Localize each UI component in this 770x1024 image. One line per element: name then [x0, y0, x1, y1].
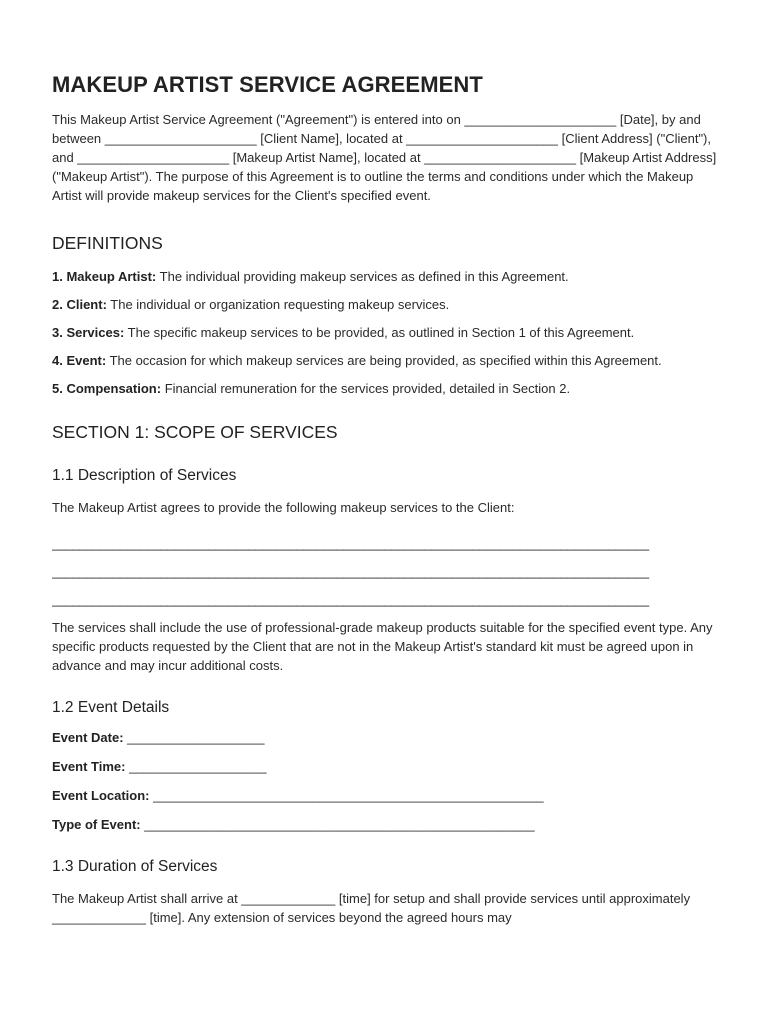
intro-paragraph: This Makeup Artist Service Agreement ("Agreement") is entered into on _____________________ [Date], by and between _____________________ [Client Name], located at _____________________ [Client Address] ("Client"), and _____________________ [Makeup Artist Name], located at _____________________ [Makeup Artist Address] ("Makeup Artist"). The purpose of this Agreement is to outline the terms and conditions under which the Makeup Artist will provide makeup services for the Client's specified event. — [52, 112, 717, 203]
definition-item — [52, 267, 722, 286]
field-blank: ___________________ — [123, 730, 265, 745]
subsection-1-1-heading: 1.1 Description of Services — [52, 467, 237, 484]
event-type-field — [52, 815, 722, 834]
definition-item — [52, 295, 722, 314]
definition-term: 3. Services: — [52, 325, 125, 340]
section-1-heading: SECTION 1: SCOPE OF SERVICES — [52, 422, 338, 442]
field-label: Type of Event: — [52, 817, 141, 832]
field-blank: ___________________ — [125, 759, 267, 774]
services-description-text: The Makeup Artist agrees to provide the following makeup services to the Client: — [52, 500, 515, 515]
definition-term: 5. Compensation: — [52, 381, 162, 396]
field-blank: ______________________________________________________ — [140, 817, 535, 832]
definition-term: 2. Client: — [52, 297, 107, 312]
field-label: Event Time: — [52, 759, 126, 774]
event-time-field — [52, 757, 722, 776]
services-blank-line: ________________________________________________________________________________________ — [52, 536, 649, 551]
definition-item — [52, 351, 722, 370]
definition-text: The occasion for which makeup services are being provided, as specified within this Agreement. — [106, 353, 662, 368]
definition-term: 1. Makeup Artist: — [52, 269, 157, 284]
field-blank: ______________________________________________________ — [149, 788, 544, 803]
event-location-field — [52, 786, 722, 805]
definition-text: The individual providing makeup services as defined in this Agreement. — [156, 269, 569, 284]
definitions-heading: DEFINITIONS — [52, 233, 163, 253]
services-blank-line: ________________________________________________________________________________________ — [52, 592, 649, 607]
definition-item — [52, 379, 722, 398]
duration-paragraph: The Makeup Artist shall arrive at _____________ [time] for setup and shall provide services until approximately _____________ [time]. Any extension of services beyond the agreed hours may — [52, 891, 691, 925]
document-title: MAKEUP ARTIST SERVICE AGREEMENT — [52, 72, 483, 97]
definition-text: The specific makeup services to be provided, as outlined in Section 1 of this Agreement. — [124, 325, 635, 340]
event-date-field — [52, 728, 722, 747]
definition-term: 4. Event: — [52, 353, 107, 368]
definition-text: Financial remuneration for the services provided, detailed in Section 2. — [161, 381, 571, 396]
definition-text: The individual or organization requesting makeup services. — [106, 297, 450, 312]
subsection-1-3-heading: 1.3 Duration of Services — [52, 858, 218, 875]
subsection-1-2-heading: 1.2 Event Details — [52, 699, 170, 716]
services-inclusion-paragraph: The services shall include the use of professional-grade makeup products suitable for the specified event type. Any specific products requested by the Client that are not in the Makeup Artist's standard kit must be agreed upon in advance and may incur additional costs. — [52, 620, 713, 673]
definition-item — [52, 323, 722, 342]
field-label: Event Location: — [52, 788, 150, 803]
services-blank-line: ________________________________________________________________________________________ — [52, 564, 649, 579]
field-label: Event Date: — [52, 730, 124, 745]
document-page — [52, 70, 722, 927]
